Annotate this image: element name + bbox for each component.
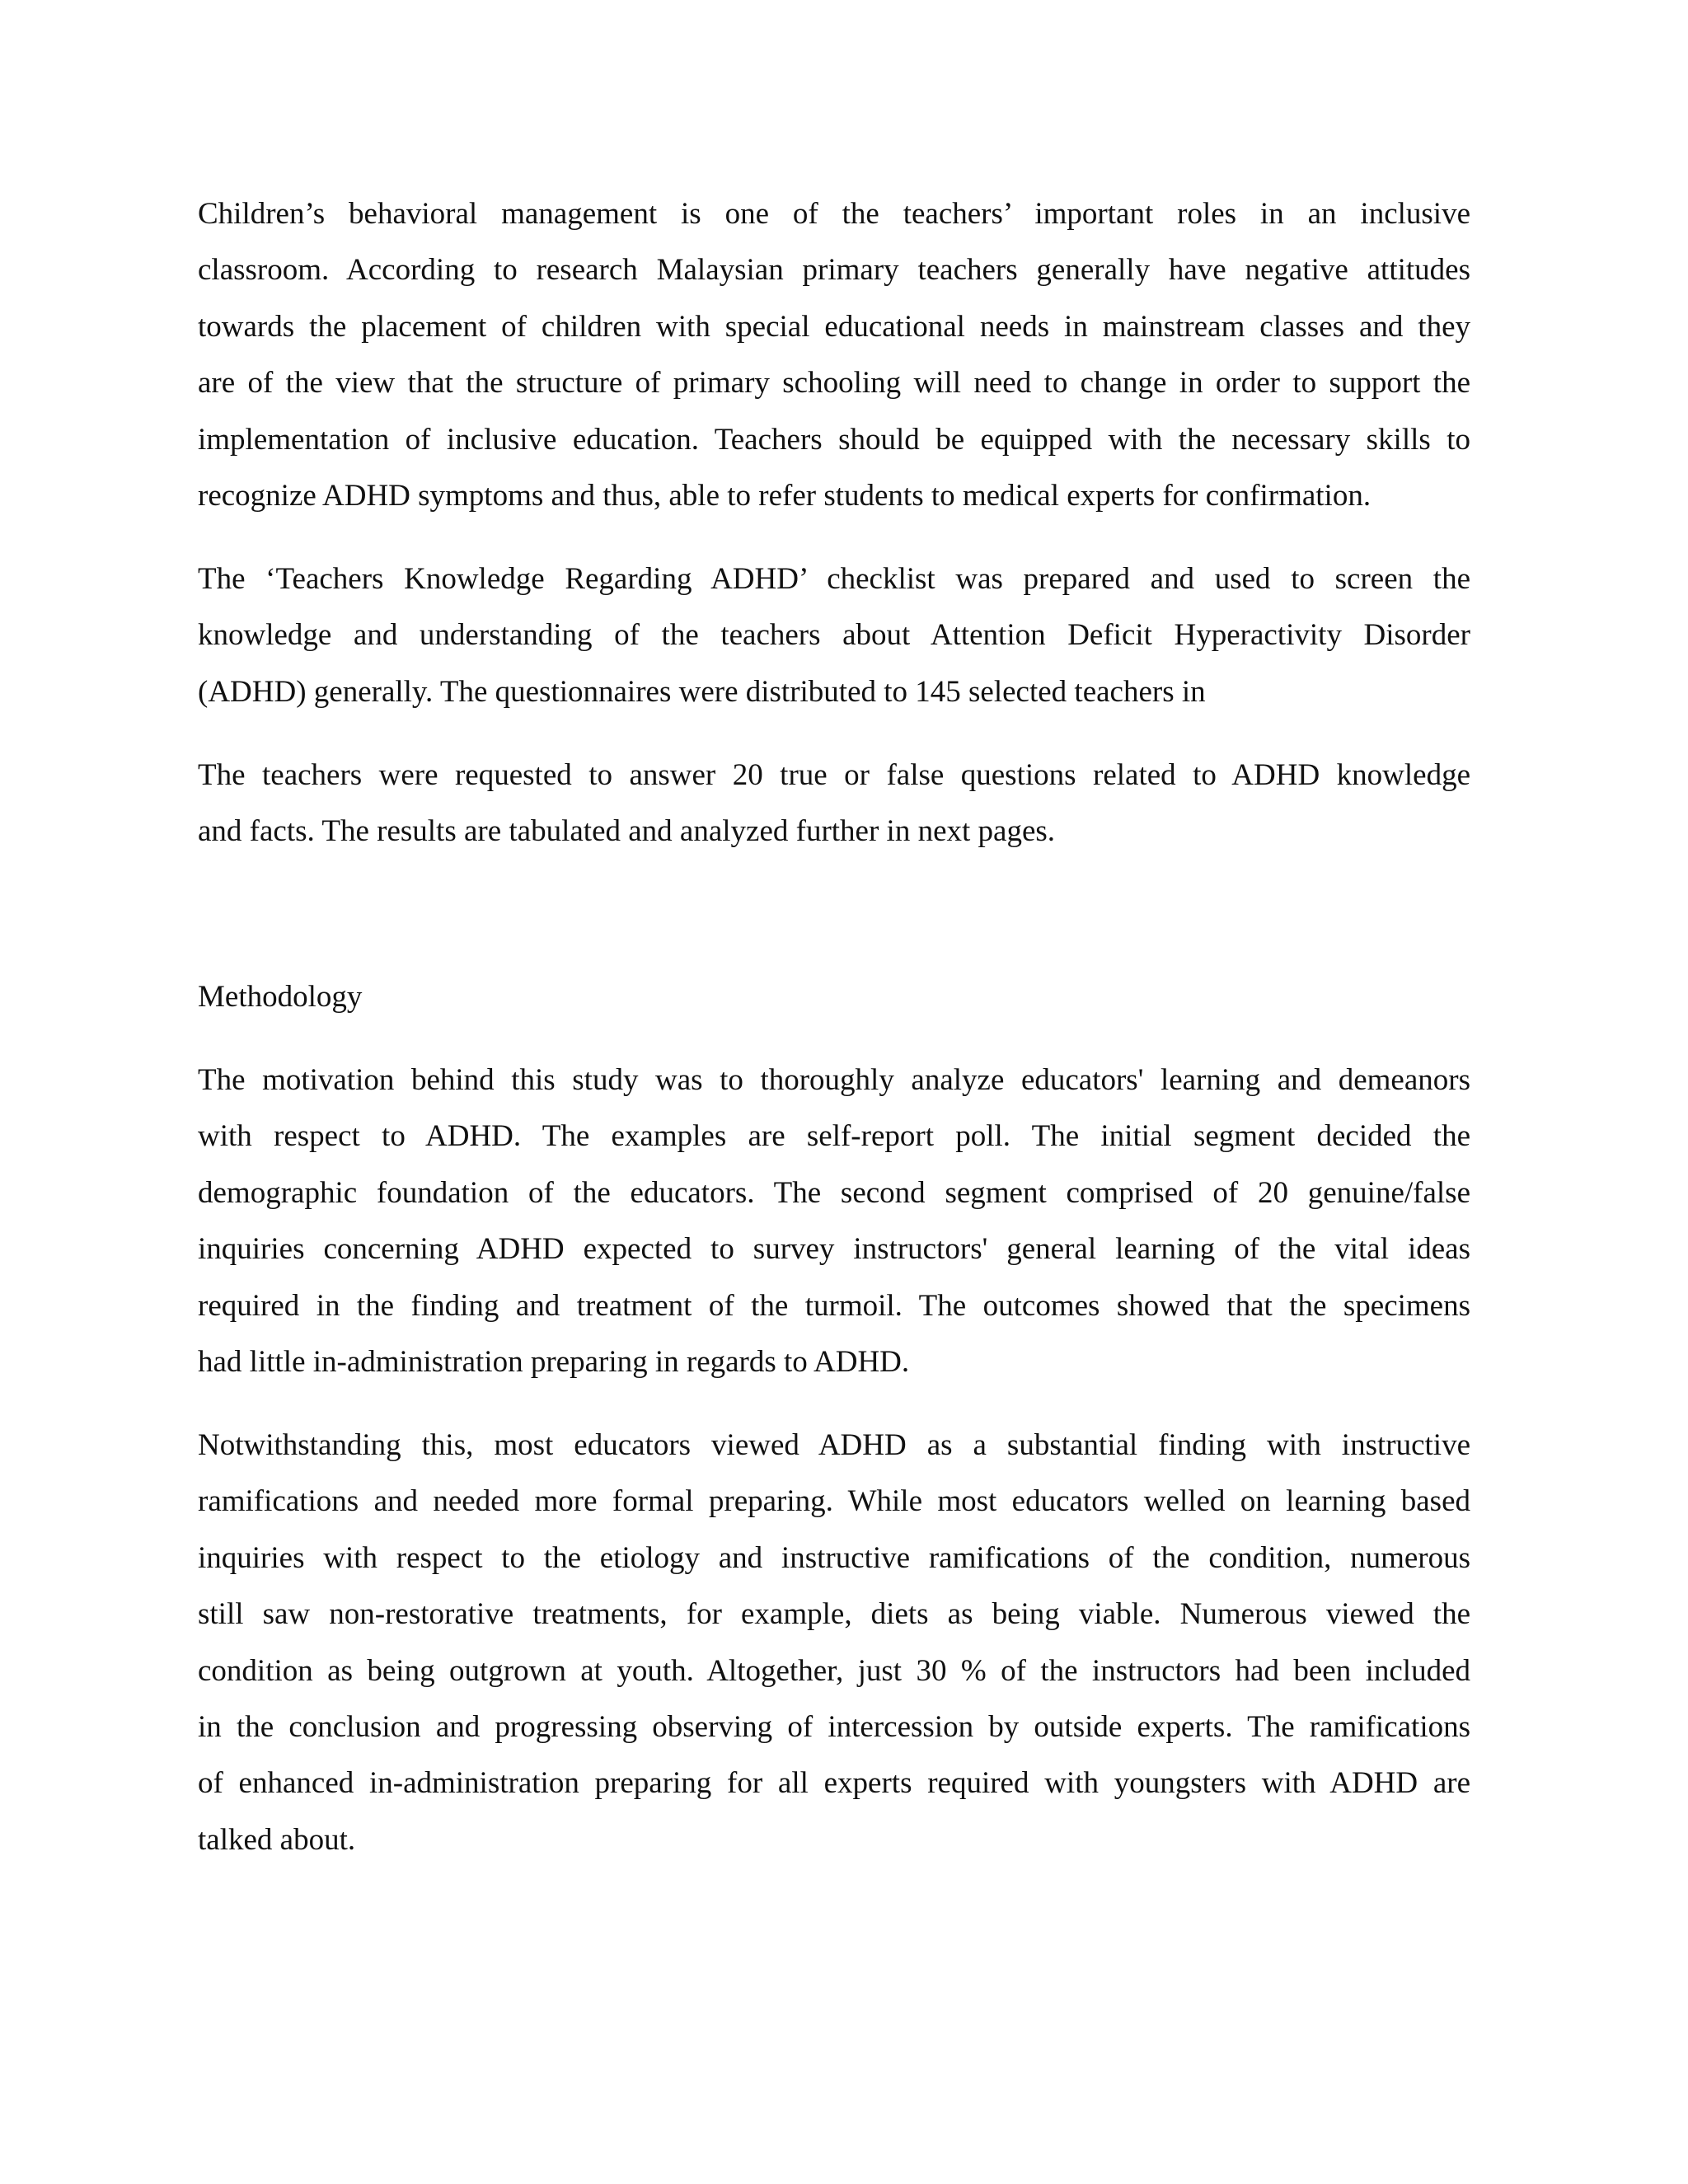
- text-line: and facts. The results are tabulated and analyzed further in next pages.: [198, 814, 1056, 849]
- text-line: condition as being outgrown at youth. Altogether, just 30 % of the instructors had been included: [198, 1653, 1470, 1688]
- text-line: with respect to ADHD. The examples are self-report poll. The initial segment decided the: [198, 1119, 1470, 1154]
- paragraph-findings: [198, 1418, 1470, 1868]
- text-line: are of the view that the structure of primary schooling will need to change in order to support the: [198, 366, 1470, 401]
- text-line: classroom. According to research Malaysian primary teachers generally have negative attitudes: [198, 253, 1470, 288]
- text-line: talked about.: [198, 1822, 356, 1857]
- paragraph-methodology: [198, 1052, 1470, 1390]
- text-line: still saw non-restorative treatments, for example, diets as being viable. Numerous viewed the: [198, 1597, 1470, 1632]
- text-line: required in the finding and treatment of the turmoil. The outcomes showed that the specimens: [198, 1288, 1470, 1323]
- text-line: The teachers were requested to answer 20 true or false questions related to ADHD knowledge: [198, 758, 1470, 792]
- text-line: (ADHD) generally. The questionnaires were distributed to 145 selected teachers in: [198, 674, 1206, 709]
- text-line: inquiries concerning ADHD expected to survey instructors' general learning of the vital ideas: [198, 1232, 1470, 1267]
- text-line: The motivation behind this study was to thoroughly analyze educators' learning and demeanors: [198, 1063, 1470, 1097]
- text-line: inquiries with respect to the etiology and instructive ramifications of the condition, numerous: [198, 1540, 1470, 1575]
- section-heading-methodology: Methodology: [198, 980, 363, 1014]
- text-line: Children’s behavioral management is one of the teachers’ important roles in an inclusive: [198, 197, 1470, 231]
- text-line: The ‘Teachers Knowledge Regarding ADHD’ checklist was prepared and used to screen the: [198, 562, 1470, 596]
- text-line: demographic foundation of the educators. The second segment comprised of 20 genuine/false: [198, 1175, 1470, 1210]
- text-line: Notwithstanding this, most educators viewed ADHD as a substantial finding with instructive: [198, 1428, 1470, 1462]
- text-line: towards the placement of children with special educational needs in mainstream classes and they: [198, 309, 1470, 344]
- text-line: had little in-administration preparing in regards to ADHD.: [198, 1344, 910, 1379]
- text-line: in the conclusion and progressing observing of intercession by outside experts. The ramifications: [198, 1709, 1470, 1744]
- text-line: knowledge and understanding of the teachers about Attention Deficit Hyperactivity Disorder: [198, 618, 1470, 653]
- text-line: implementation of inclusive education. Teachers should be equipped with the necessary skills to: [198, 422, 1470, 457]
- paragraph-questions: [198, 748, 1470, 860]
- text-line: ramifications and needed more formal preparing. While most educators welled on learning based: [198, 1484, 1470, 1519]
- paragraph-intro: [198, 186, 1470, 524]
- document-page: [198, 0, 1470, 2184]
- text-line: recognize ADHD symptoms and thus, able to refer students to medical experts for confirmation.: [198, 478, 1372, 513]
- text-line: of enhanced in-administration preparing for all experts required with youngsters with ADHD are: [198, 1766, 1470, 1801]
- paragraph-checklist: [198, 551, 1470, 720]
